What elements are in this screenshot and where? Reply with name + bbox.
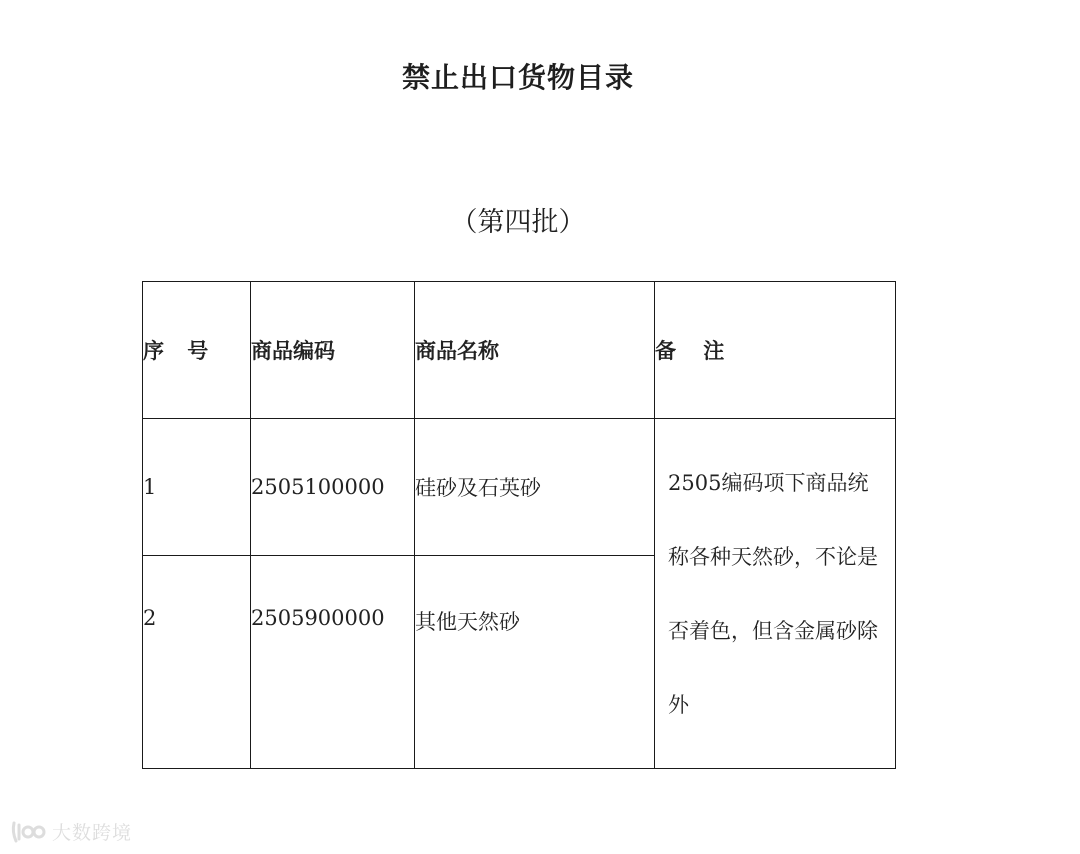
watermark-text: 大数跨境 [52,822,133,844]
document-subtitle: （第四批） [450,207,586,238]
cell-note: 2505编码项下商品统称各种天然砂，不论是否着色，但含金属砂除外 [655,419,896,769]
watermark [10,818,132,845]
cell-seq-text: 2 [143,606,157,630]
document-title: 禁止出口货物目录 [401,61,634,94]
cell-name [415,556,655,769]
header-note: 备 注 [655,282,896,419]
header-code: 商品编码 [251,282,415,419]
cell-name-text: 其他天然砂 [415,610,520,634]
cell-name: 硅砂及石英砂 [415,419,655,556]
cell-seq [143,556,251,769]
cell-seq: 1 [143,419,251,556]
cell-code-text: 2505900000 [251,606,385,630]
cell-code: 2505100000 [251,419,415,556]
cell-code [251,556,415,769]
header-name: 商品名称 [415,282,655,419]
header-seq: 序 号 [143,282,251,419]
logo-icon [10,819,48,845]
table-row [143,419,896,556]
table-header-row [143,282,896,419]
goods-table [142,281,896,769]
